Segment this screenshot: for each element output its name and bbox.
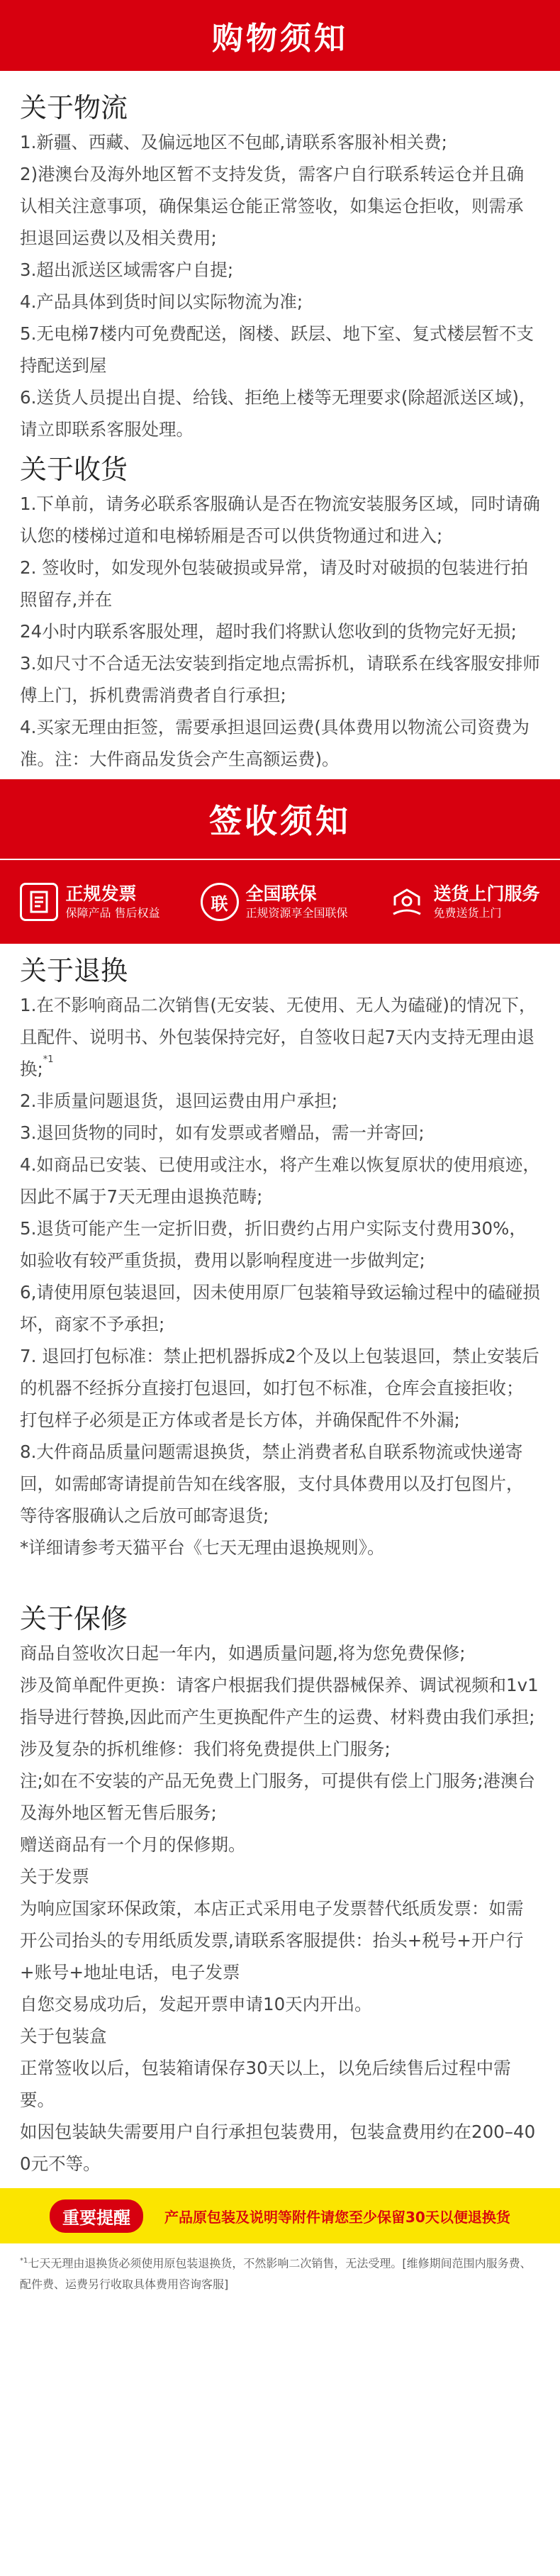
footnote-marker: *1 <box>20 2257 28 2265</box>
warranty-item: 自您交易成功后，发起开票申请10天内开出。 <box>20 1994 372 2014</box>
receiving-item: 2. 签收时，如发现外包装破损或异常，请及时对破损的包装进行拍照留存,并在 <box>20 557 529 610</box>
receipt-notice-banner <box>0 779 560 859</box>
returns-item: 5.退货可能产生一定折旧费，折旧费约占用户实际支付费用30%，如验收有较严重货损，费用以影响程度进一步做判定; <box>20 1218 527 1271</box>
important-notice-bar <box>0 2188 560 2243</box>
returns-item: 8.大件商品质量问题需退换货，禁止消费者私自联系物流或快递寄回，如需邮寄请提前告知在线客服，支付具体费用以及打包图片，等待客服确认之后放可邮寄退货; <box>20 1442 524 1526</box>
notice-tag: 重要提醒 <box>50 2199 143 2233</box>
service-subtitle: 正规资源享全国联保 <box>245 906 348 920</box>
shopping-notice-banner <box>0 0 560 71</box>
footnote-marker: *1 <box>43 1054 54 1065</box>
warranty-item: 正常签收以后，包装箱请保存30天以上，以免后续售后过程中需要。 <box>20 2058 511 2110</box>
warranty-icon-glyph: 联 <box>211 893 228 914</box>
banner-title: 签收须知 <box>209 802 351 840</box>
warranty-section <box>0 1563 560 2180</box>
warranty-item: 如因包装缺失需要用户自行承担包装费用，包装盒费用约在200–400元不等。 <box>20 2121 536 2174</box>
footnote <box>0 2243 560 2295</box>
receiving-item: 24小时内联系客服处理，超时我们将默认您收到的货物完好无损; <box>20 621 517 642</box>
returns-item: 3.退回货物的同时，如有发票或者赠品，需一并寄回; <box>20 1122 425 1143</box>
returns-item: 6,请使用原包装退回，因未使用原厂包装箱导致运输过程中的磕碰损坏，商家不予承担; <box>20 1282 540 1334</box>
footnote-text: 七天无理由退换货必须使用原包装退换货，不然影响二次销售，无法受理。[维修期间范围内服务费、配件费、运费另行收取具体费用咨询客服] <box>20 2256 532 2292</box>
service-bar <box>0 859 560 944</box>
returns-item: 4.如商品已安装、已使用或注水，将产生难以恢复原状的使用痕迹，因此不属于7天无理由退换范畴; <box>20 1154 540 1207</box>
returns-item: 7. 退回打包标准：禁止把机器拆成2个及以上包装退回，禁止安装后的机器不经拆分直接打包退回，如打包不标准，仓库会直接拒收；打包样子必须是正方体或者是长方体，并确保配件不外漏; <box>20 1346 539 1430</box>
warranty-item: 涉及复杂的拆机维修：我们将免费提供上门服务; <box>20 1739 391 1759</box>
service-subtitle: 保障产品 售后权益 <box>65 906 160 920</box>
warranty-item: 注;如在不安装的产品无免费上门服务，可提供有偿上门服务;港澳台及海外地区暂无售后服务; <box>20 1771 536 1823</box>
invoice-icon <box>20 883 58 921</box>
service-title: 送货上门服务 <box>433 883 540 904</box>
service-subtitle: 免费送货上门 <box>433 906 502 920</box>
warranty-item: 涉及简单配件更换：请客户根据我们提供器械保养、调试视频和1v1指导进行替换,因此而产生更换配件产生的运费、材料费由我们承担; <box>20 1675 539 1727</box>
service-invoice <box>20 883 159 921</box>
receiving-item: 3.如尺寸不合适无法安装到指定地点需拆机，请联系在线客服安排师傅上门，拆机费需消费者自行承担; <box>20 653 540 706</box>
receiving-item: 1.下单前，请务必联系客服确认是否在物流安装服务区域，同时请确认您的楼梯过道和电梯轿厢是否可以供货物通过和进入; <box>20 494 540 546</box>
receiving-item: 4.买家无理由拒签，需要承担退回运费(具体费用以物流公司资费为准。注：大件商品发货会产生高额运费)。 <box>20 717 530 769</box>
service-title: 全国联保 <box>245 883 317 904</box>
section-title-returns: 关于退换 <box>20 955 128 986</box>
logistics-item: 3.超出派送区域需客户自提; <box>20 260 234 280</box>
notice-text: 产品原包装及说明等附件请您至少保留30天以便退换货 <box>164 2208 510 2226</box>
warranty-item: 赠送商品有一个月的保修期。 <box>20 1834 246 1855</box>
logistics-item: 1.新疆、西藏、及偏远地区不包邮,请联系客服补相关费; <box>20 132 447 152</box>
returns-item-text: 1.在不影响商品二次销售(无安装、无使用、无人为磕碰)的情况下，且配件、说明书、外包装保持完好，自签收日起7天内支持无理由退换; <box>20 995 537 1079</box>
invoice-subheading: 关于发票 <box>20 1866 89 1887</box>
section-title-logistics: 关于物流 <box>20 92 128 123</box>
returns-item: *详细请参考天猫平台《七天无理由退换规则》。 <box>20 1537 385 1558</box>
service-title: 正规发票 <box>65 883 137 904</box>
returns-section <box>0 944 560 1563</box>
service-delivery <box>388 883 539 921</box>
logistics-item: 2)港澳台及海外地区暂不支持发货，需客户自行联系转运仓并且确认相关注意事项，确保集运仓能正常签收，如集运仓拒收，则需承担退回运费以及相关费用; <box>20 164 525 248</box>
warranty-icon <box>201 883 239 921</box>
warranty-item: 商品自签收次日起一年内，如遇质量问题,将为您免费保修; <box>20 1643 466 1663</box>
logistics-item: 4.产品具体到货时间以实际物流为准; <box>20 291 303 312</box>
logistics-item: 5.无电梯7楼内可免费配送，阁楼、跃层、地下室、复式楼层暂不支持配送到屋 <box>20 323 534 376</box>
packaging-subheading: 关于包装盒 <box>20 2026 107 2046</box>
delivery-icon <box>388 883 426 921</box>
returns-item: 2.非质量问题退货，退回运费由用户承担; <box>20 1091 338 1111</box>
returns-item <box>20 989 540 1085</box>
warranty-item: 为响应国家环保政策，本店正式采用电子发票替代纸质发票：如需开公司抬头的专用纸质发票,请联系客服提供：抬头+税号+开户行+账号+地址电话，电子发票 <box>20 1898 524 1983</box>
logistics-section <box>0 71 560 445</box>
section-title-warranty: 关于保修 <box>20 1603 128 1634</box>
section-title-receiving: 关于收货 <box>20 454 128 485</box>
logistics-item: 6.送货人员提出自提、给钱、拒绝上楼等无理要求(除超派送区域)，请立即联系客服处理。 <box>20 387 537 440</box>
service-warranty <box>201 883 348 921</box>
receiving-section <box>0 445 560 775</box>
banner-title: 购物须知 <box>212 21 348 57</box>
